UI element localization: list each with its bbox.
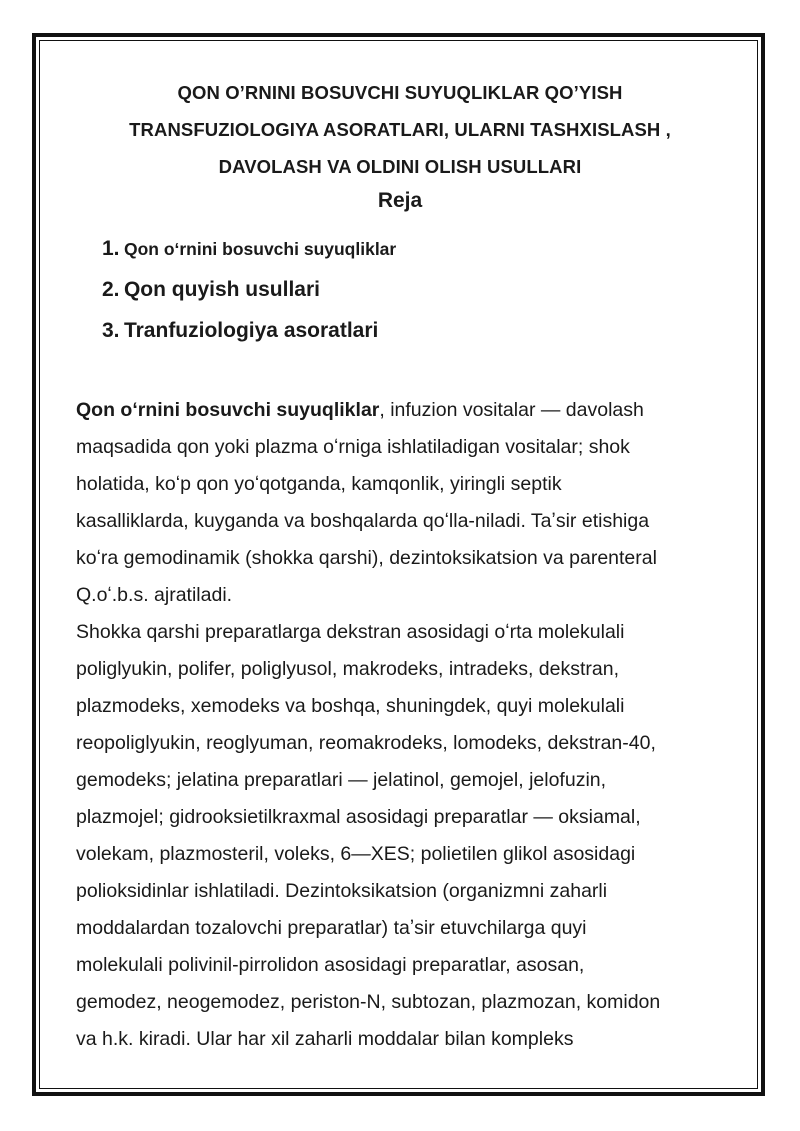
- plan-item: [102, 310, 396, 351]
- body-line: poliglyukin, polifer, poliglyusol, makrodeks, intradeks, dekstran,: [76, 658, 620, 680]
- plan-item-number: 2.: [102, 278, 120, 301]
- plan-item-label: Qon quyish usullari: [123, 278, 320, 301]
- plan-item-number: 1.: [102, 237, 120, 260]
- body-line: plazmodeks, xemodeks va boshqa, shuningdek, quyi molekulali: [76, 695, 625, 717]
- body-line: molekulali polivinil-pirrolidon asosidagi preparatlar, asosan,: [76, 954, 585, 976]
- title-line-3: DAVOLASH VA OLDINI OLISH USULLARI: [218, 156, 582, 177]
- body-line: [76, 392, 736, 429]
- document-title: [60, 74, 740, 185]
- lead-rest: , infuzion vositalar — davolash: [379, 399, 644, 421]
- body-line: gemodeks; jelatina preparatlari — jelatinol, gemojel, jelofuzin,: [76, 769, 607, 791]
- body-line: Q.oʻ.b.s. ajratiladi.: [76, 584, 233, 606]
- lead-term: Qon oʻrnini bosuvchi suyuqliklar: [76, 399, 380, 421]
- body-paragraphs: [76, 392, 736, 1058]
- plan-list: [102, 228, 396, 351]
- body-line: polioksidinlar ishlatiladi. Dezintoksikatsion (organizmni zaharli: [76, 880, 608, 902]
- body-line: moddalardan tozalovchi preparatlar) taʼsir etuvchilarga quyi: [76, 917, 587, 939]
- plan-item: [102, 228, 396, 269]
- body-line: holatida, koʻp qon yoʻqotganda, kamqonlik, yiringli septik: [76, 473, 562, 495]
- title-line-2: TRANSFUZIOLOGIYA ASORATLARI, ULARNI TASHXISLASH ,: [129, 119, 671, 140]
- body-line: gemodez, neogemodez, periston-N, subtozan, plazmozan, komidon: [76, 991, 661, 1013]
- body-line: volekam, plazmosteril, voleks, 6—XES; polietilen glikol asosidagi: [76, 843, 636, 865]
- body-line: maqsadida qon yoki plazma oʻrniga ishlatiladigan vositalar; shok: [76, 436, 630, 458]
- plan-item: [102, 269, 396, 310]
- title-line-1: QON O’RNINI BOSUVCHI SUYUQLIKLAR QO’YISH: [177, 82, 623, 103]
- body-line: koʻra gemodinamik (shokka qarshi), dezintoksikatsion va parenteral: [76, 547, 657, 569]
- body-line: kasalliklarda, kuyganda va boshqalarda qoʻlla-niladi. Taʼsir etishiga: [76, 510, 650, 532]
- body-line: va h.k. kiradi. Ular har xil zaharli moddalar bilan kompleks: [76, 1028, 574, 1050]
- plan-item-label: Tranfuziologiya asoratlari: [123, 319, 379, 342]
- plan-item-number: 3.: [102, 319, 120, 342]
- body-line: plazmojel; gidrooksietilkraxmal asosidagi preparatlar — oksiamal,: [76, 806, 641, 828]
- body-line: reopoliglyukin, reoglyuman, reomakrodeks, lomodeks, dekstran-40,: [76, 732, 656, 754]
- plan-heading: Reja: [377, 189, 423, 212]
- plan-item-label: Qon oʻrnini bosuvchi suyuqliklar: [123, 239, 397, 259]
- body-line: Shokka qarshi preparatlarga dekstran asosidagi oʻrta molekulali: [76, 621, 625, 643]
